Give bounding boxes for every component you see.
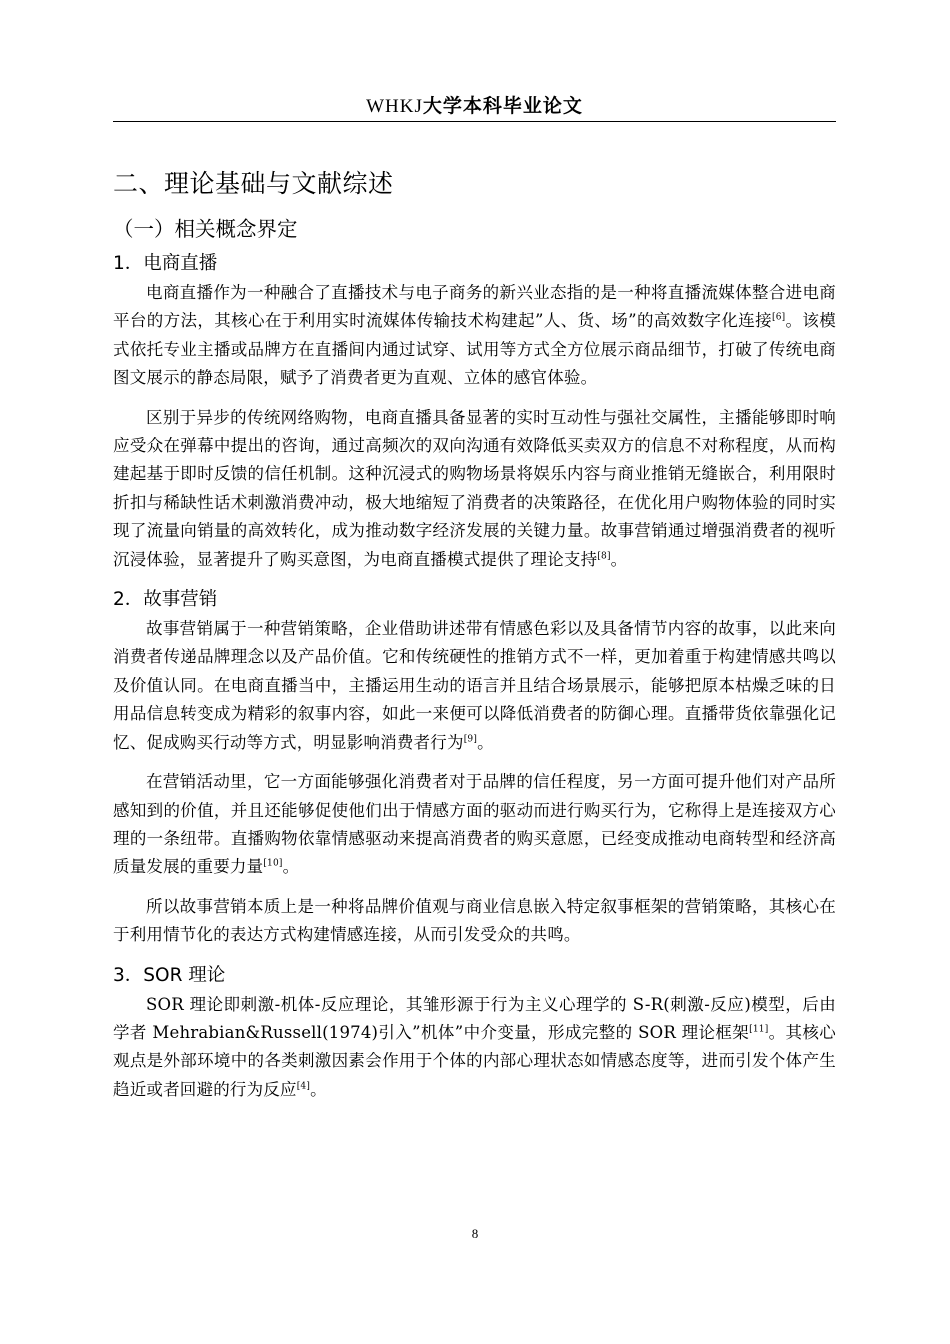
- citation: [8]: [597, 551, 611, 562]
- paragraph: 区别于异步的传统网络购物，电商直播具备显著的实时互动性与强社交属性，主播能够即时响应受众在弹幕中提出的咨询，通过高频次的双向沟通有效降低买卖双方的信息不对称程度，从而构建起基于即时反馈的信任机制。这种沉浸式的购物场景将娱乐内容与商业推销无缝嵌合，利用限时折扣与稀缺性话术刺激消费冲动，极大地缩短了消费者的决策路径，在优化用户购物体验的同时实现了流量向销量的高效转化，成为推动数字经济发展的关键力量。故事营销通过增强消费者的视听沉浸体验，显著提升了购买意图，为电商直播模式提供了理论支持[8]。: [113, 407, 836, 569]
- paragraph: 在营销活动里，它一方面能够强化消费者对于品牌的信任程度，另一方面可提升他们对产品所感知到的价值，并且还能够促使他们出于情感方面的驱动而进行购买行为，它称得上是连接双方心理的一条纽带。直播购物依靠情感驱动来提高消费者的购买意愿，已经变成推动电商转型和经济高质量发展的重要力量[10]。: [113, 772, 836, 877]
- header-rule: [113, 121, 836, 122]
- subsection-title: （一）相关概念界定: [113, 217, 298, 241]
- topic-title: 1．电商直播: [113, 253, 218, 274]
- paragraph: 电商直播作为一种融合了直播技术与电子商务的新兴业态指的是一种将直播流媒体整合进电商平台的方法，其核心在于利用实时流媒体传输技术构建起”人、货、场”的高效数字化连接[6]。该模式依托专业主播或品牌方在直播间内通过试穿、试用等方式全方位展示商品细节，打破了传统电商图文展示的静态局限，赋予了消费者更为直观、立体的感官体验。: [113, 283, 836, 388]
- citation: [11]: [749, 1024, 769, 1035]
- page-number: 8: [471, 1226, 479, 1241]
- section-title: 二、理论基础与文献综述: [113, 169, 394, 198]
- header-title: 大学本科毕业论文: [422, 95, 583, 117]
- citation: [9]: [463, 734, 478, 745]
- citation: [10]: [263, 858, 283, 869]
- paragraph: SOR 理论即刺激-机体-反应理论，其雏形源于行为主义心理学的 S-R(刺激-反应)模型，后由学者 Mehrabian&Russell(1974)引入”机体”中介变量，形成完整的 SOR 理论框架[11]。其核心观点是外部环境中的各类刺激因素会作用于个体的内部心理状态如情感态度等，进而引发个体产生趋近或者回避的行为反应[4]。: [113, 994, 836, 1099]
- page-body: [113, 164, 836, 1115]
- topic-title: 2．故事营销: [113, 589, 218, 611]
- paragraph: 所以故事营销本质上是一种将品牌价值观与商业信息嵌入特定叙事框架的营销策略，其核心在于利用情节化的表达方式构建情感连接，从而引发受众的共鸣。: [113, 896, 836, 945]
- page-header: [113, 94, 836, 119]
- citation: [6]: [772, 312, 786, 323]
- paragraph: 故事营销属于一种营销策略，企业借助讲述带有情感色彩以及具备情节内容的故事，以此来向消费者传递品牌理念以及产品价值。它和传统硬性的推销方式不一样，更加着重于构建情感共鸣以及价值认同。在电商直播当中，主播运用生动的语言并且结合场景展示，能够把原本枯燥乏味的日用品信息转变成为精彩的叙事内容，如此一来便可以降低消费者的防御心理。直播带货依靠强化记忆、促成购买行动等方式，明显影响消费者行为[9]。: [113, 619, 836, 752]
- topic-title: 3．SOR 理论: [113, 964, 226, 986]
- citation: [4]: [296, 1081, 311, 1092]
- header-latin: WHKJ: [366, 96, 423, 117]
